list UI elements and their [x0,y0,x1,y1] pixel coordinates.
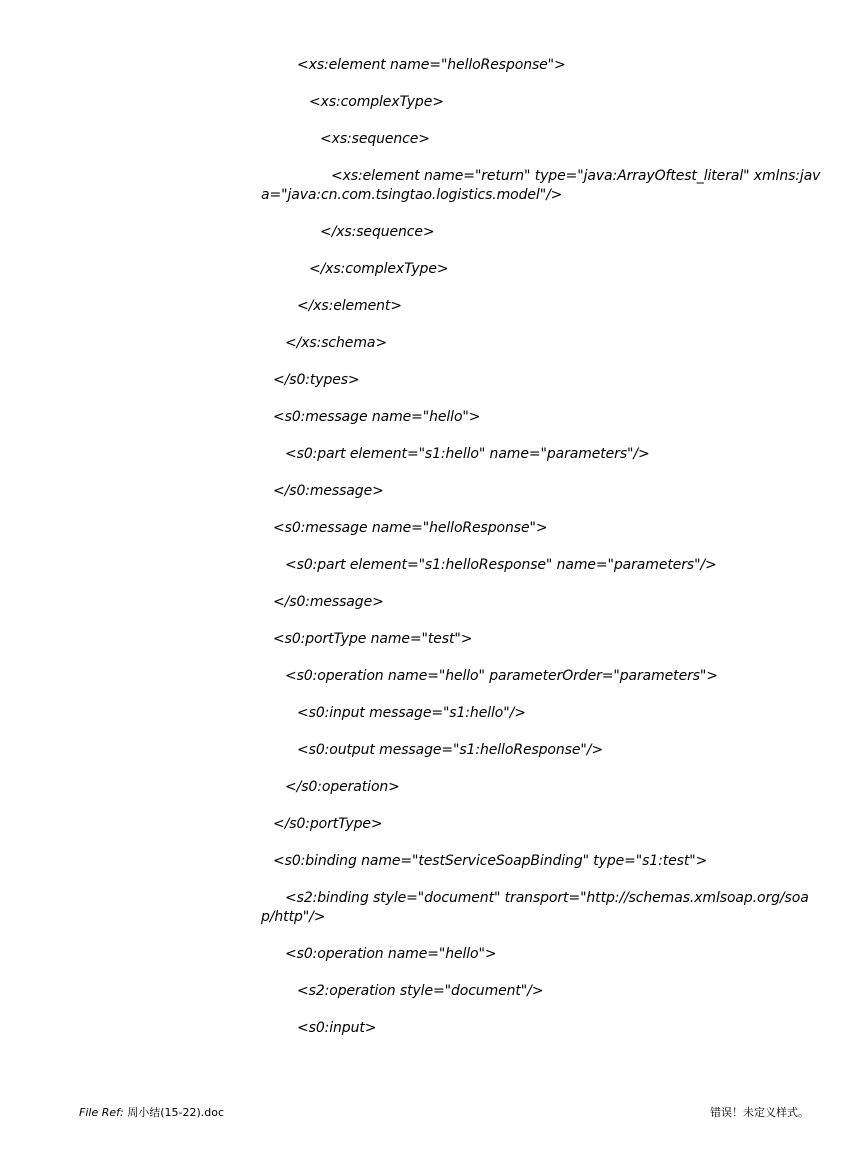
code-line-wrapped [261,167,821,205]
code-line: </s0:types> [273,372,360,388]
file-reference [79,1104,224,1120]
code-line-text: <s2:binding style="document" transport="http://schemas.xmlsoap.org/soap/http"/> [261,890,809,925]
code-line: <s0:output message="s1:helloResponse"/> [297,742,603,758]
code-line: </s0:message> [273,483,384,499]
code-line: <s0:input message="s1:hello"/> [297,705,526,721]
code-line: </xs:schema> [285,335,387,351]
code-line: <s0:portType name="test"> [273,631,473,647]
code-line: <s0:part element="s1:hello" name="parameters"/> [285,446,650,462]
code-line: <s0:message name="hello"> [273,409,481,425]
page-footer [0,1104,867,1124]
code-line: <s0:message name="helloResponse"> [273,520,548,536]
code-line: <s2:operation style="document"/> [297,983,544,999]
xml-code-block [261,56,821,1056]
file-name: 周小结(15-22).doc [127,1106,225,1119]
code-line: </xs:complexType> [309,261,449,277]
code-line: <s0:operation name="hello"> [285,946,497,962]
code-line: <s0:binding name="testServiceSoapBinding" type="s1:test"> [273,853,708,869]
code-line: </s0:operation> [285,779,400,795]
code-line: <s0:part element="s1:helloResponse" name="parameters"/> [285,557,717,573]
code-line: <xs:element name="helloResponse"> [297,57,566,73]
code-line-wrapped [261,889,821,927]
code-line: </xs:element> [297,298,402,314]
code-line: <s0:input> [297,1020,377,1036]
style-error-text: 错误！未定义样式。 [710,1106,809,1119]
file-ref-label: File Ref: [79,1106,124,1119]
code-line: <xs:sequence> [320,131,430,147]
code-line: </s0:message> [273,594,384,610]
code-line-text: <xs:element name="return" type="java:ArrayOftest_literal" xmlns:java="java:cn.com.tsingtao.logistics.model"/> [261,168,821,203]
code-line: </xs:sequence> [320,224,435,240]
code-line: </s0:portType> [273,816,383,832]
code-line: <s0:operation name="hello" parameterOrder="parameters"> [285,668,718,684]
code-line: <xs:complexType> [309,94,444,110]
